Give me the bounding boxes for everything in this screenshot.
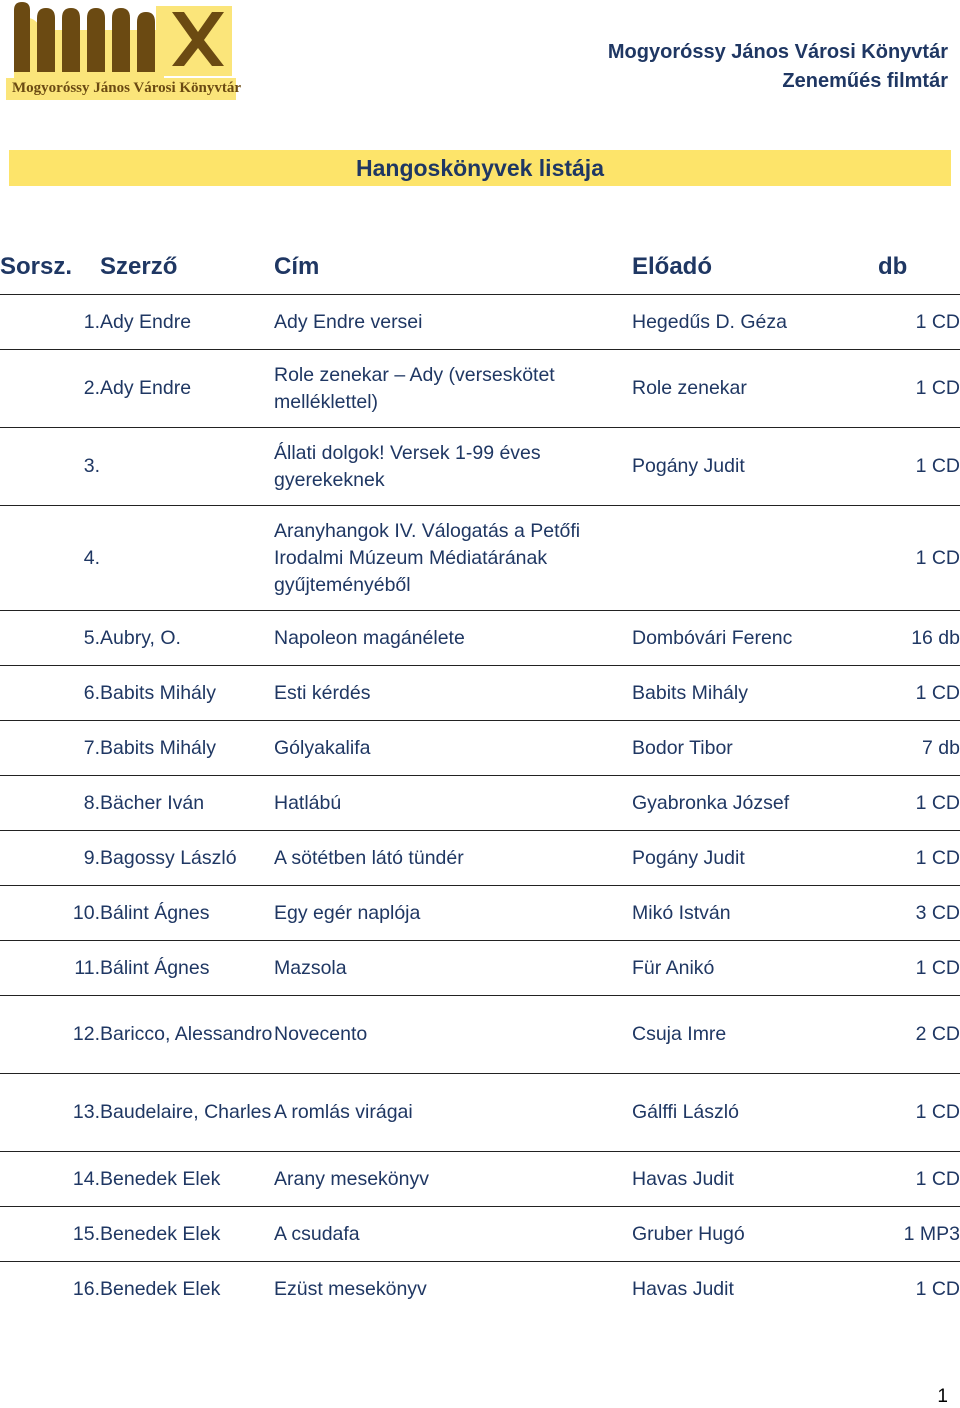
cell-author: Ady Endre: [100, 350, 274, 428]
organization-name: [608, 38, 948, 96]
cell-author: Babits Mihály: [100, 666, 274, 721]
cell-author: Benedek Elek: [100, 1277, 221, 1300]
cell-title: Hatlábú: [274, 776, 632, 831]
table-row: [0, 350, 960, 428]
cell-count: 1 CD: [878, 941, 960, 996]
cell-number: 7.: [0, 721, 100, 776]
table-row: [0, 1207, 960, 1262]
cell-number: 14.: [0, 1152, 100, 1207]
cell-performer: Gruber Hugó: [632, 1207, 878, 1262]
cell-number: 13.: [0, 1074, 100, 1152]
table-row: [0, 1262, 960, 1317]
cell-title: Mazsola: [274, 941, 632, 996]
table-row: [0, 1074, 960, 1152]
cell-number: 10.: [0, 886, 100, 941]
table-row: [0, 666, 960, 721]
cell-number: 6.: [0, 666, 100, 721]
cell-number: 3.: [0, 428, 100, 506]
cell-title: A romlás virágai: [274, 1074, 632, 1152]
cell-title: Ezüst mesekönyv: [274, 1277, 427, 1300]
cell-author: Baricco, Alessandro: [100, 996, 274, 1074]
cell-performer: Mikó István: [632, 886, 878, 941]
column-header-count: db: [878, 240, 960, 295]
cell-number: 9.: [0, 831, 100, 886]
cell-author: Benedek Elek: [100, 1152, 274, 1207]
table-row: [0, 611, 960, 666]
cell-count: 1 CD: [878, 831, 960, 886]
page-title-band: [9, 150, 951, 186]
column-header-title: Cím: [274, 240, 632, 295]
cell-number: 4.: [0, 506, 100, 611]
cell-author: Aubry, O.: [100, 611, 274, 666]
audiobook-table: [0, 240, 960, 1316]
page-number: 1: [937, 1386, 948, 1407]
table-row: [0, 721, 960, 776]
column-header-performer: Előadó: [632, 240, 878, 295]
cell-performer: Havas Judit: [632, 1277, 734, 1300]
cell-title: Aranyhangok IV. Válogatás a Petőfi Irodalmi Múzeum Médiatárának gyűjteményéből: [274, 506, 632, 611]
cell-author: Bálint Ágnes: [100, 886, 274, 941]
cell-performer: Csuja Imre: [632, 996, 878, 1074]
cell-number: 5.: [0, 611, 100, 666]
cell-author: [100, 428, 274, 506]
cell-count: 1 CD: [878, 295, 960, 350]
cell-count: 1 CD: [878, 1074, 960, 1152]
table-row: [0, 506, 960, 611]
column-header-author: Szerző: [100, 240, 274, 295]
cell-title: Napoleon magánélete: [274, 611, 632, 666]
cell-performer: Gálffi László: [632, 1074, 878, 1152]
cell-number: 1.: [0, 295, 100, 350]
table-row: [0, 295, 960, 350]
cell-title: Arany mesekönyv: [274, 1152, 632, 1207]
table-header-row: [0, 240, 960, 295]
table-row: [0, 886, 960, 941]
cell-author: Bächer Iván: [100, 776, 274, 831]
table-row: [0, 996, 960, 1074]
page-title: Hangoskönyvek listája: [356, 154, 604, 181]
cell-count: 1 CD: [878, 666, 960, 721]
cell-number: 2.: [0, 350, 100, 428]
cell-number: 12.: [0, 996, 100, 1074]
cell-title: Egy egér naplója: [274, 886, 632, 941]
cell-title: A csudafa: [274, 1207, 632, 1262]
cell-title: A sötétben látó tündér: [274, 831, 632, 886]
table-row: [0, 941, 960, 996]
table-row: [0, 831, 960, 886]
cell-performer: Bodor Tibor: [632, 721, 878, 776]
cell-number: 11.: [0, 941, 100, 996]
cell-performer: Role zenekar: [632, 350, 878, 428]
cell-title: Ady Endre versei: [274, 295, 632, 350]
logo-caption: Mogyoróssy János Városi Könyvtár: [12, 80, 242, 96]
cell-title: Esti kérdés: [274, 666, 632, 721]
table-row: [0, 776, 960, 831]
cell-performer: Havas Judit: [632, 1152, 878, 1207]
org-line-2: Zeneműés filmtár: [782, 70, 948, 92]
cell-count: 1 CD: [878, 428, 960, 506]
cell-author: Ady Endre: [100, 295, 274, 350]
cell-title: Gólyakalifa: [274, 721, 632, 776]
cell-count: 1 CD: [878, 350, 960, 428]
cell-performer: Babits Mihály: [632, 666, 878, 721]
cell-author: Bálint Ágnes: [100, 941, 274, 996]
cell-author: [100, 506, 274, 611]
cell-count: 1 CD: [878, 776, 960, 831]
column-header-number: Sorsz.: [0, 240, 100, 295]
cell-count: 1 CD: [878, 1152, 960, 1207]
org-line-1: Mogyoróssy János Városi Könyvtár: [607, 41, 948, 63]
cell-count: 1 CD: [878, 506, 960, 611]
table-row: [0, 428, 960, 506]
cell-author: Babits Mihály: [100, 721, 274, 776]
cell-title: Novecento: [274, 996, 632, 1074]
cell-count: 1 CD: [915, 1277, 960, 1300]
cell-performer: Gyabronka József: [632, 776, 878, 831]
cell-author: Bagossy László: [100, 831, 274, 886]
cell-count: 3 CD: [878, 886, 960, 941]
cell-performer: [632, 506, 878, 611]
cell-count: 2 CD: [878, 996, 960, 1074]
cell-performer: Dombóvári Ferenc: [632, 611, 878, 666]
cell-author: Baudelaire, Charles: [100, 1074, 274, 1152]
cell-performer: Pogány Judit: [632, 428, 878, 506]
cell-number: 8.: [0, 776, 100, 831]
cell-performer: Pogány Judit: [632, 831, 878, 886]
cell-count: 1 MP3: [878, 1207, 960, 1262]
cell-title: Állati dolgok! Versek 1-99 éves gyerekeknek: [274, 428, 632, 506]
cell-number: 15.: [0, 1207, 100, 1262]
cell-author: Benedek Elek: [100, 1207, 274, 1262]
cell-title: Role zenekar – Ady (verseskötet melléklettel): [274, 350, 632, 428]
cell-number: 16.: [72, 1277, 100, 1300]
cell-count: 7 db: [878, 721, 960, 776]
cell-performer: Hegedűs D. Géza: [632, 295, 878, 350]
table-row: [0, 1152, 960, 1207]
cell-performer: Für Anikó: [632, 941, 878, 996]
cell-count: 16 db: [878, 611, 960, 666]
